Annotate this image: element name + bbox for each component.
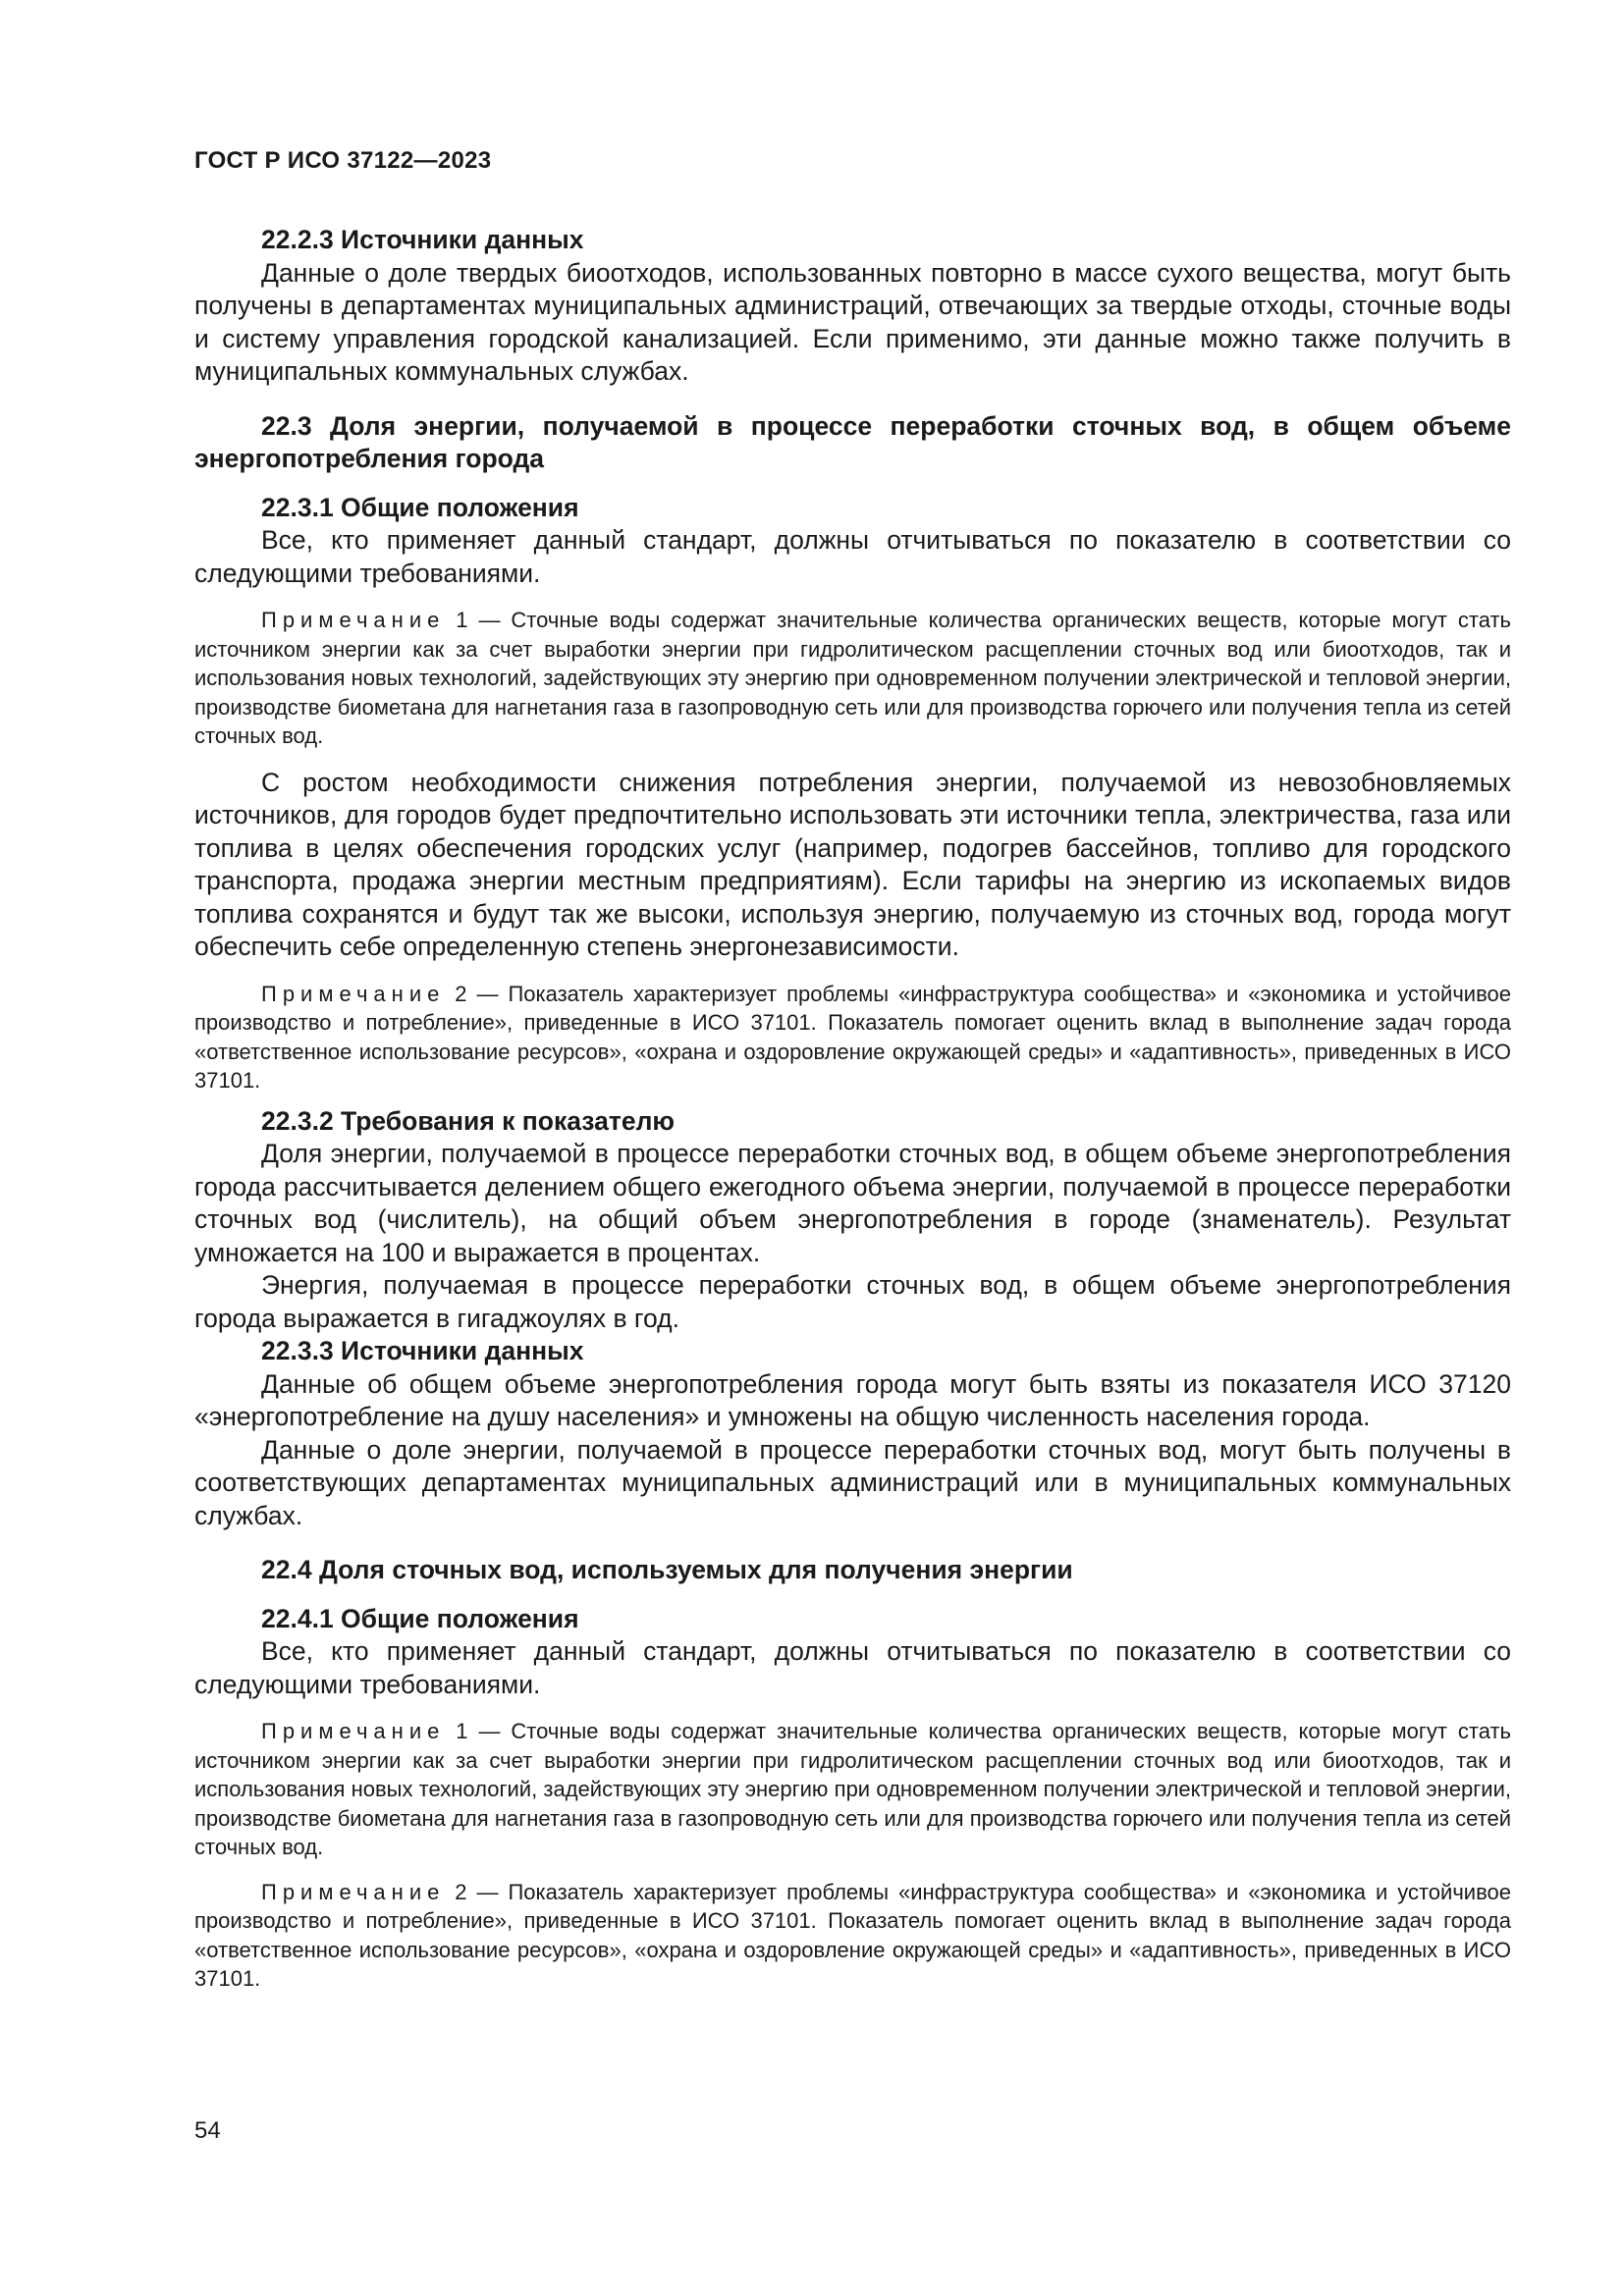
section-22-3-2-title: 22.3.2 Требования к показателю	[261, 1105, 676, 1136]
section-22-2-3-paragraph: Данные о доле твердых биоотходов, использованных повторно в массе сухого вещества, могут быть получены в департаментах муниципальных администраций, отвечающих за твердые отходы, сточные воды и систему управления городской канализацией. Если применимо, эти данные можно также получить в муниципальных коммунальных службах.	[194, 257, 1511, 386]
section-22-4-1-paragraph-1: Все, кто применяет данный стандарт, должны отчитываться по показателю в соответствии со следующими требованиями.	[194, 1636, 1511, 1699]
section-22-3-2-paragraph-2: Энергия, получаемая в процессе переработки сточных вод, в общем объеме энергопотребления города выражается в гигаджоулях в год.	[194, 1270, 1511, 1333]
note-text: 2 — Показатель характеризует проблемы «инфраструктура сообщества» и «экономика и устойчивое производство и потребление», приведенные в ИСО 37101. Показатель помогает оценить вклад в выполнение задач города «ответственное использование ресурсов», «охрана и оздоровление окружающей среды» и «адаптивность», приведенных в ИСО 37101.	[194, 981, 1511, 1093]
note-text: 1 — Сточные воды содержат значительные количества органических веществ, которые могут стать источником энергии как за счет выработки энергии при гидролитическом расщеплении сточных вод или биоотходов, так и использования новых технологий, задействующих эту энергию при одновременном получении электрической и тепловой энергии, производстве биометана для нагнетания газа в газопроводную сеть или для производства горючего или получения тепла из сетей сточных вод.	[194, 1719, 1511, 1859]
section-22-4-1-title: 22.4.1 Общие положения	[261, 1603, 579, 1633]
note-label: Примечание	[261, 981, 446, 1006]
section-22-3-3-paragraph-2: Данные о доле энергии, получаемой в процессе переработки сточных вод, могут быть получены в соответствующих департаментах муниципальных администраций или в муниципальных коммунальных службах.	[194, 1434, 1511, 1530]
document-header: ГОСТ Р ИСО 37122—2023	[194, 147, 492, 174]
section-22-3-1-note-1	[194, 606, 1511, 751]
section-22-4-title: 22.4 Доля сточных вод, используемых для получения энергии	[261, 1555, 1073, 1584]
section-22-3-3-paragraph-1: Данные об общем объеме энергопотребления города могут быть взяты из показателя ИСО 37120 «энергопотребление на душу населения» и умножены на общую численность населения города.	[194, 1368, 1511, 1431]
section-22-4-1-note-1	[194, 1717, 1511, 1862]
section-22-3-1-title: 22.3.1 Общие положения	[261, 492, 579, 522]
section-22-3-2-paragraph-1: Доля энергии, получаемой в процессе переработки сточных вод, в общем объеме энергопотребления города рассчитывается делением общего ежегодного объема энергии, получаемой в процессе переработки сточных вод (числитель), на общий объем энергопотребления в городе (знаменатель). Результат умножается на 100 и выражается в процентах.	[194, 1139, 1511, 1267]
note-label: Примечание	[261, 608, 446, 632]
section-22-3-1-note-2	[194, 980, 1511, 1095]
section-22-2-3-title: 22.2.3 Источники данных	[261, 225, 584, 254]
document-body	[194, 224, 1511, 1994]
page-number: 54	[194, 2117, 221, 2144]
section-22-3-1-paragraph-1: Все, кто применяет данный стандарт, должны отчитываться по показателю в соответствии со следующими требованиями.	[194, 525, 1511, 588]
section-22-3-3-title: 22.3.3 Источники данных	[261, 1336, 584, 1365]
section-22-3-1-paragraph-2: С ростом необходимости снижения потребления энергии, получаемой из невозобновляемых источников, для городов будет предпочтительно использовать эти источники тепла, электричества, газа или топлива в целях обеспечения городских услуг (например, подогрев бассейнов, топливо для городского транспорта, продажа энергии местным предприятиям). Если тарифы на энергию из ископаемых видов топлива сохранятся и будут так же высоки, используя энергию, получаемую из сточных вод, города могут обеспечить себе определенную степень энергонезависимости.	[194, 767, 1511, 961]
section-22-3-title: 22.3 Доля энергии, получаемой в процессе переработки сточных вод, в общем объеме энергопотребления города	[194, 410, 1511, 473]
section-22-4-1-note-2	[194, 1878, 1511, 1994]
note-label: Примечание	[261, 1879, 446, 1904]
note-text: 1 — Сточные воды содержат значительные количества органических веществ, которые могут стать источником энергии как за счет выработки энергии при гидролитическом расщеплении сточных вод или биоотходов, так и использования новых технологий, задействующих эту энергию при одновременном получении электрической и тепловой энергии, производстве биометана для нагнетания газа в газопроводную сеть или для производства горючего или получения тепла из сетей сточных вод.	[194, 608, 1511, 748]
note-label: Примечание	[261, 1719, 446, 1743]
note-text: 2 — Показатель характеризует проблемы «инфраструктура сообщества» и «экономика и устойчивое производство и потребление», приведенные в ИСО 37101. Показатель помогает оценить вклад в выполнение задач города «ответственное использование ресурсов», «охрана и оздоровление окружающей среды» и «адаптивность», приведенных в ИСО 37101.	[194, 1879, 1511, 1991]
